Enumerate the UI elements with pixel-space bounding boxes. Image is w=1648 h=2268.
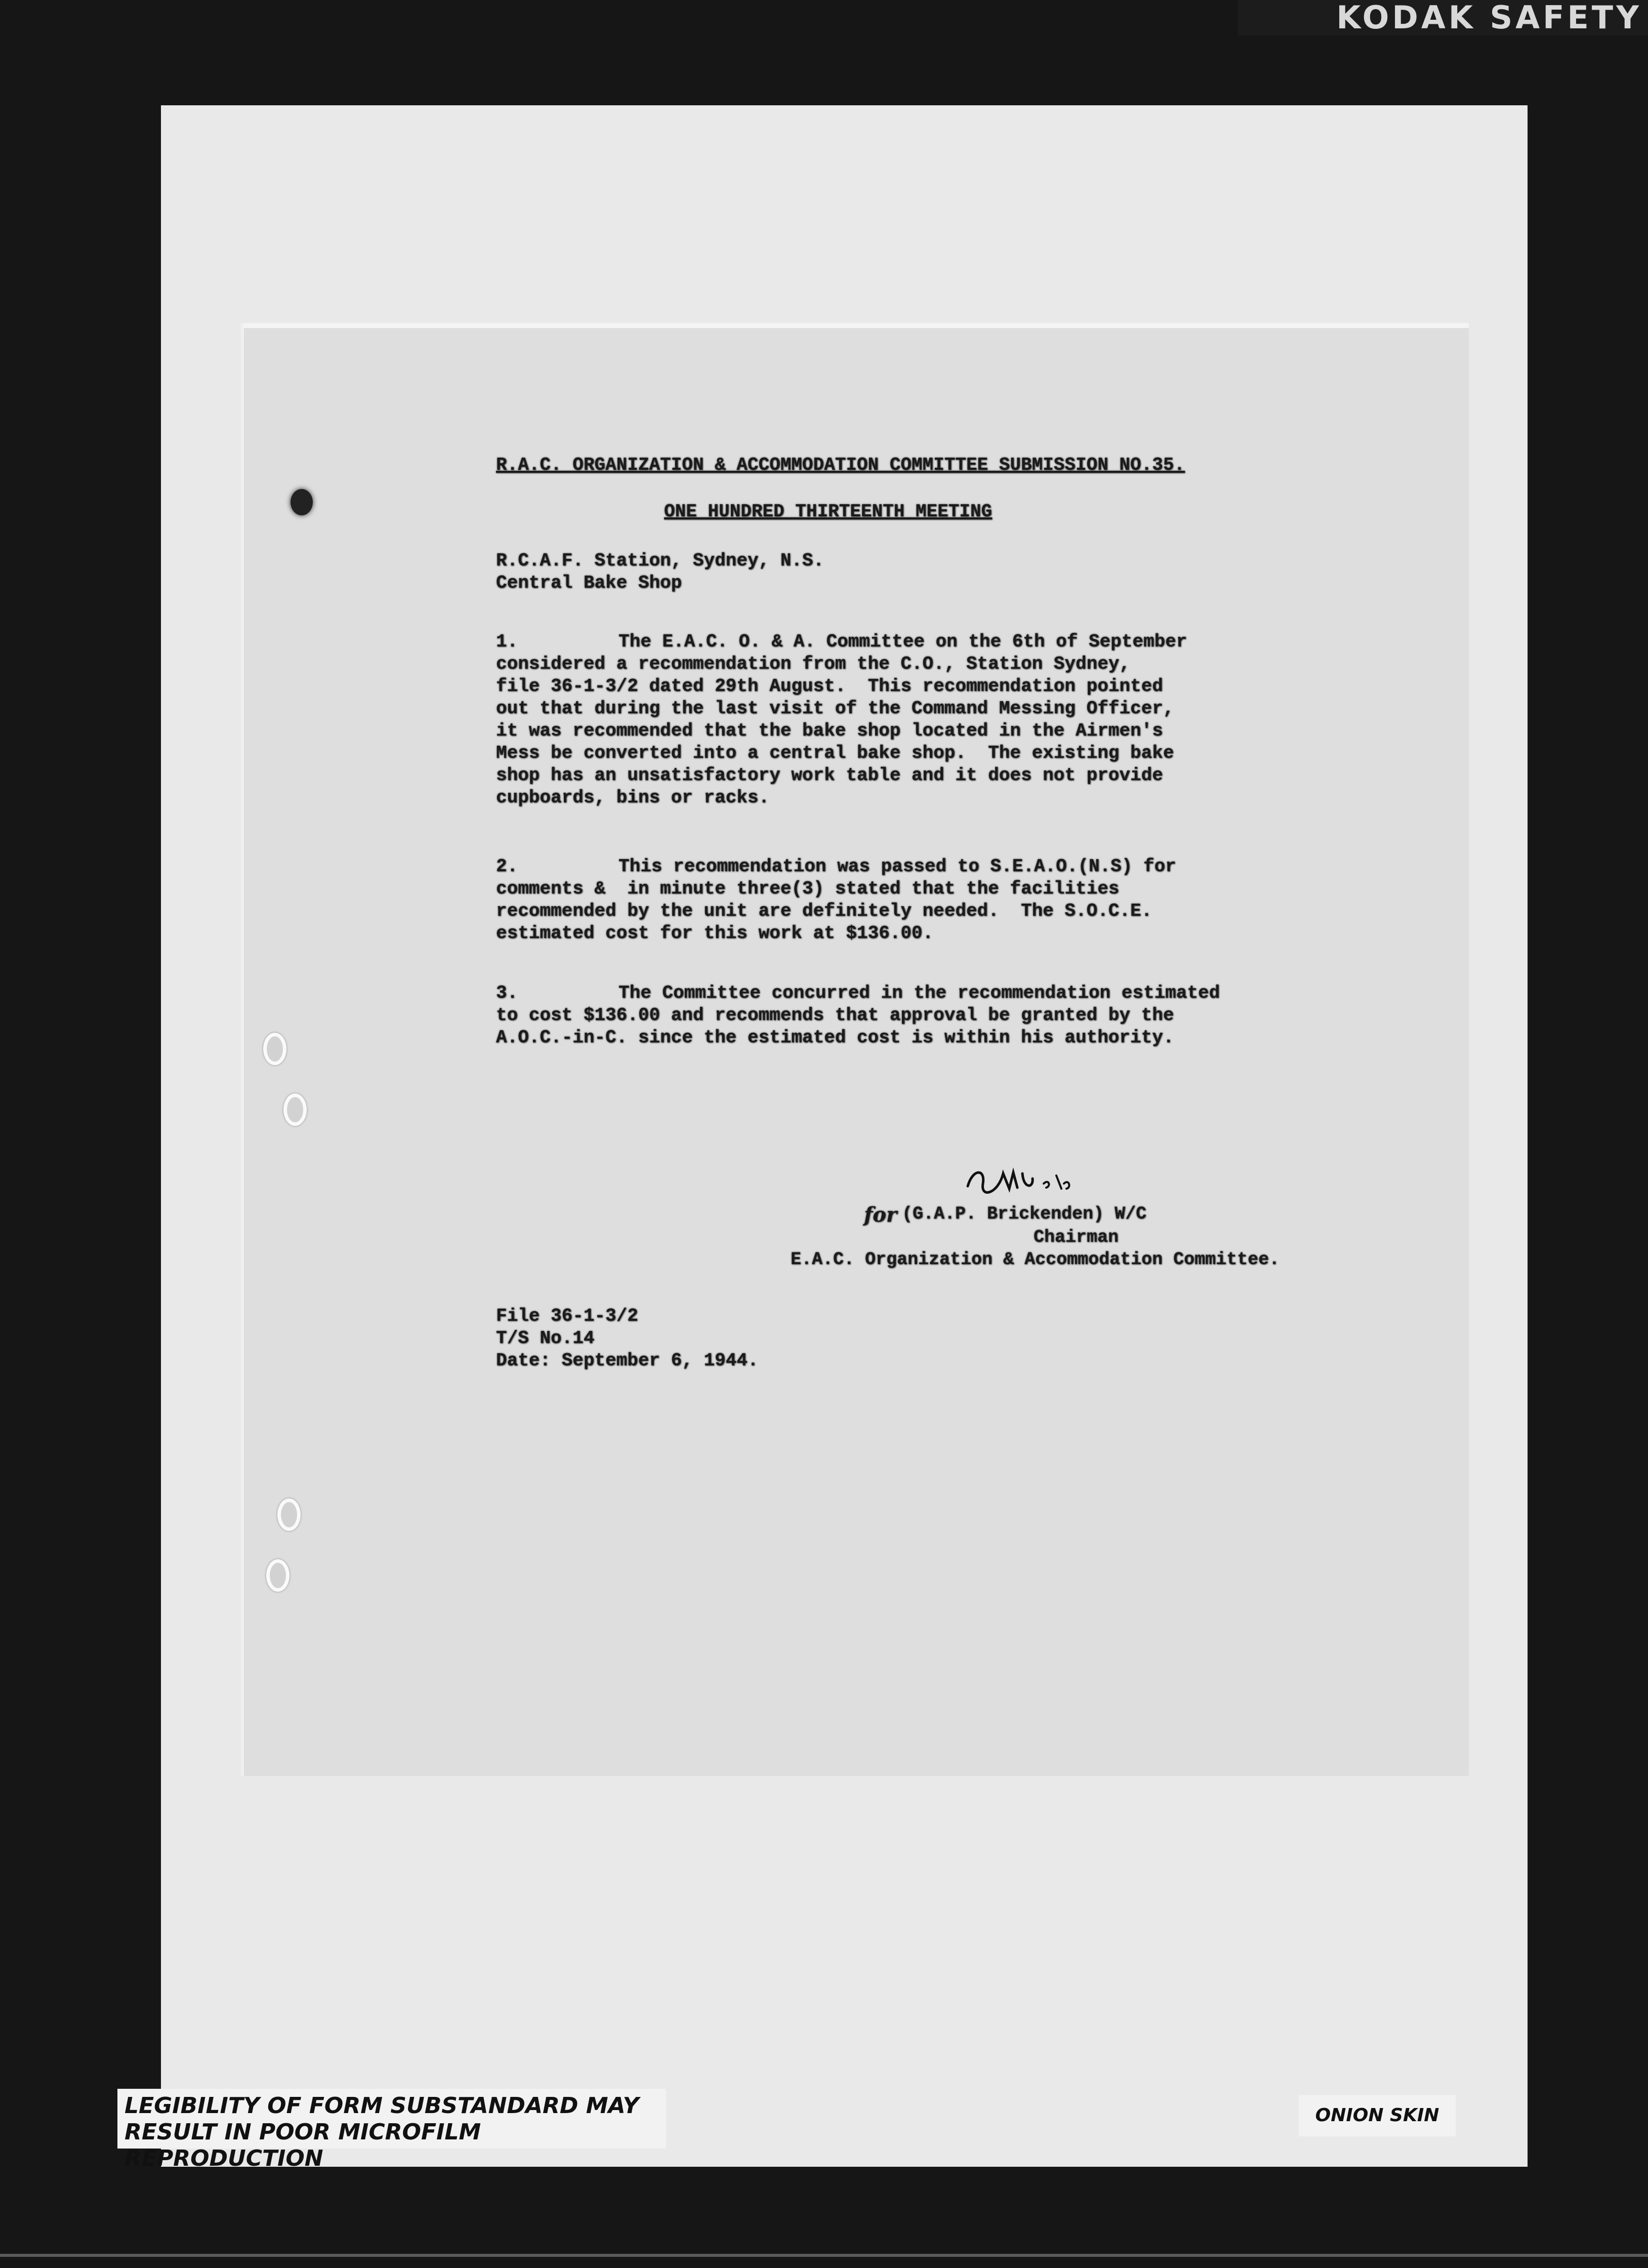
paragraph-2-line: This recommendation was passed to S.E.A.O.(N.S) for [619,856,1176,877]
paragraph-1-line: shop has an unsatisfactory work table and it does not provide [496,765,1163,786]
onion-skin-document [244,323,1469,1776]
paragraph-1-number: 1. [496,631,518,652]
file-number: File 36-1-3/2 [496,1306,638,1326]
location-line-1: R.C.A.F. Station, Sydney, N.S. [496,550,825,571]
signature-name: (G.A.P. Brickenden) W/C [902,1204,1147,1224]
signature-for-prefix: for [864,1203,897,1227]
paragraph-1-line: cupboards, bins or racks. [496,787,770,808]
legibility-note-line-1: LEGIBILITY OF FORM SUBSTANDARD MAY [125,2093,639,2119]
film-edge-brand-mark: KODAK SAFETY [1238,0,1648,35]
punch-hole [263,1033,286,1065]
paragraph-1-line: out that during the last visit of the Command Messing Officer, [496,698,1174,719]
meeting-heading: ONE HUNDRED THIRTEENTH MEETING [664,501,993,522]
document-date: Date: September 6, 1944. [496,1350,759,1371]
punch-hole [277,1498,301,1531]
paragraph-2-line: estimated cost for this work at $136.00. [496,923,934,944]
paragraph-1-line: The E.A.C. O. & A. Committee on the 6th of September [619,631,1187,652]
paragraph-3-number: 3. [496,983,518,1003]
paragraph-1-line: it was recommended that the bake shop located in the Airmen's [496,720,1163,741]
legibility-note [117,2089,666,2171]
paragraph-2-line: recommended by the unit are definitely needed. The S.O.C.E. [496,901,1152,921]
handwritten-initials [963,1158,1074,1201]
paragraph-1-line: file 36-1-3/2 dated 29th August. This recommendation pointed [496,676,1163,697]
paragraph-3-line: A.O.C.-in-C. since the estimated cost is within his authority. [496,1027,1174,1048]
paragraph-2-number: 2. [496,856,518,877]
location-line-2: Central Bake Shop [496,573,682,593]
legibility-note-line-2: RESULT IN POOR MICROFILM REPRODUCTION [125,2119,481,2171]
paragraph-3-line: to cost $136.00 and recommends that approval be granted by the [496,1005,1174,1026]
ink-blot [291,489,313,515]
paragraph-1-line: considered a recommendation from the C.O., Station Sydney, [496,654,1131,674]
paragraph-2-line: comments & in minute three(3) stated that the facilities [496,878,1120,899]
ts-number: T/S No.14 [496,1328,595,1349]
paragraph-1-line: Mess be converted into a central bake shop. The existing bake [496,743,1174,763]
film-bottom-edge [0,2254,1648,2257]
punch-hole [266,1559,290,1592]
onion-skin-note: ONION SKIN [1299,2095,1456,2136]
signature-title: Chairman [1034,1227,1119,1247]
paragraph-3-line: The Committee concurred in the recommendation estimated [619,983,1220,1003]
signature-committee: E.A.C. Organization & Accommodation Committee. [791,1249,1280,1270]
document-title: R.A.C. ORGANIZATION & ACCOMMODATION COMMITTEE SUBMISSION NO.35. [496,455,1185,475]
punch-hole [283,1094,307,1126]
handwritten-initials-svg [963,1158,1074,1199]
